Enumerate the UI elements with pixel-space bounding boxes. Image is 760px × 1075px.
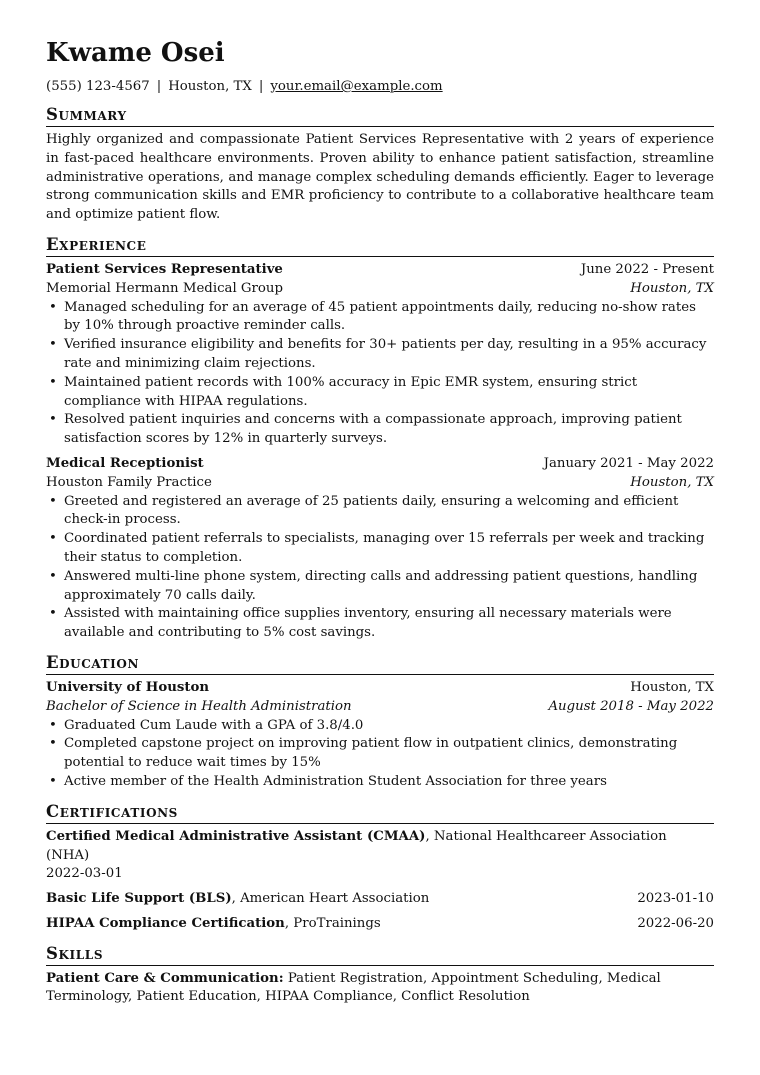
job-bullets bbox=[46, 493, 714, 643]
job-location: Houston, TX bbox=[630, 280, 714, 296]
list-item: • Graduated Cum Laude with a GPA of 3.8/4.0 bbox=[64, 717, 714, 736]
job-dates: January 2021 - May 2022 bbox=[543, 455, 714, 471]
job-entry bbox=[46, 455, 714, 643]
certification-name: Certified Medical Administrative Assistant (CMAA) bbox=[46, 828, 426, 844]
list-item: • Assisted with maintaining office supplies inventory, ensuring all necessary materials were available and contributing to 5% cost savings. bbox=[64, 605, 714, 643]
job-role: Patient Services Representative bbox=[46, 261, 283, 277]
certification-item bbox=[46, 915, 714, 934]
summary-section bbox=[46, 104, 714, 225]
skills-label: Patient Care & Communication: bbox=[46, 970, 284, 986]
certification-issuer: , American Heart Association bbox=[231, 891, 430, 907]
summary-text: Highly organized and compassionate Patient Services Representative with 2 years of experience in fast-paced healthcare environments. Proven ability to enhance patient satisfaction, streamline administrative operations, and manage complex scheduling demands efficiently. Eager to leverage strong communication skills and EMR proficiency to contribute to a collaborative healthcare team and optimize patient flow. bbox=[46, 132, 714, 223]
list-item: • Active member of the Health Administration Student Association for three years bbox=[64, 773, 714, 792]
job-location: Houston, TX bbox=[630, 474, 714, 490]
job-company: Memorial Hermann Medical Group bbox=[46, 280, 283, 296]
certification-name: HIPAA Compliance Certification bbox=[46, 915, 285, 931]
skills-text: Patient Registration, Appointment Scheduling, Medical Terminology, Patient Education, HIPAA Compliance, Conflict Resolution bbox=[46, 970, 661, 1005]
location: Houston, TX bbox=[168, 79, 252, 94]
email-link[interactable]: your.email@example.com bbox=[270, 79, 443, 94]
education-bullets bbox=[46, 717, 714, 792]
certification-name: Basic Life Support (BLS) bbox=[46, 891, 232, 907]
school-name: University of Houston bbox=[46, 679, 210, 695]
certification-date: 2022-03-01 bbox=[46, 866, 123, 882]
section-title: Education bbox=[46, 652, 714, 675]
section-title: Summary bbox=[46, 104, 714, 127]
list-item: • Coordinated patient referrals to specialists, managing over 15 referrals per week and tracking their status to completion. bbox=[64, 530, 714, 568]
education-dates: August 2018 - May 2022 bbox=[548, 698, 714, 714]
certifications-section bbox=[46, 801, 714, 934]
school-location: Houston, TX bbox=[630, 679, 714, 695]
certification-date: 2022-06-20 bbox=[637, 915, 714, 931]
job-bullets bbox=[46, 299, 714, 449]
education-section bbox=[46, 652, 714, 792]
certification-item bbox=[46, 890, 714, 909]
separator: | bbox=[156, 79, 162, 94]
list-item: • Managed scheduling for an average of 45 patient appointments daily, reducing no-show rates by 10% through proactive reminder calls. bbox=[64, 299, 714, 337]
certification-date: 2023-01-10 bbox=[637, 891, 714, 907]
certification-item bbox=[46, 828, 714, 884]
list-item: • Completed capstone project on improving patient flow in outpatient clinics, demonstrating potential to reduce wait times by 15% bbox=[64, 735, 714, 773]
list-item: • Verified insurance eligibility and benefits for 30+ patients per day, resulting in a 95% accuracy rate and minimizing claim rejections. bbox=[64, 336, 714, 374]
list-item: • Maintained patient records with 100% accuracy in Epic EMR system, ensuring strict compliance with HIPAA regulations. bbox=[64, 374, 714, 412]
skills-section bbox=[46, 943, 714, 1008]
skills-line bbox=[46, 970, 714, 1008]
certification-issuer: , ProTrainings bbox=[284, 915, 381, 931]
job-entry bbox=[46, 261, 714, 449]
separator: | bbox=[258, 79, 264, 94]
job-dates: June 2022 - Present bbox=[580, 261, 714, 277]
list-item: • Greeted and registered an average of 25 patients daily, ensuring a welcoming and efficient check-in process. bbox=[64, 493, 714, 531]
job-company: Houston Family Practice bbox=[46, 474, 212, 490]
job-role: Medical Receptionist bbox=[46, 455, 204, 471]
candidate-name: Kwame Osei bbox=[46, 38, 225, 68]
list-item: • Answered multi-line phone system, directing calls and addressing patient questions, handling approximately 70 calls daily. bbox=[64, 568, 714, 606]
list-item: • Resolved patient inquiries and concerns with a compassionate approach, improving patient satisfaction scores by 12% in quarterly surveys. bbox=[64, 411, 714, 449]
certification-issuer: , National Healthcareer Association (NHA) bbox=[46, 828, 667, 863]
degree: Bachelor of Science in Health Administration bbox=[46, 698, 352, 714]
section-title: Certifications bbox=[46, 801, 714, 824]
phone: (555) 123-4567 bbox=[46, 79, 150, 94]
section-title: Skills bbox=[46, 943, 714, 966]
experience-section bbox=[46, 234, 714, 643]
section-title: Experience bbox=[46, 234, 714, 257]
contact-line bbox=[46, 78, 714, 96]
